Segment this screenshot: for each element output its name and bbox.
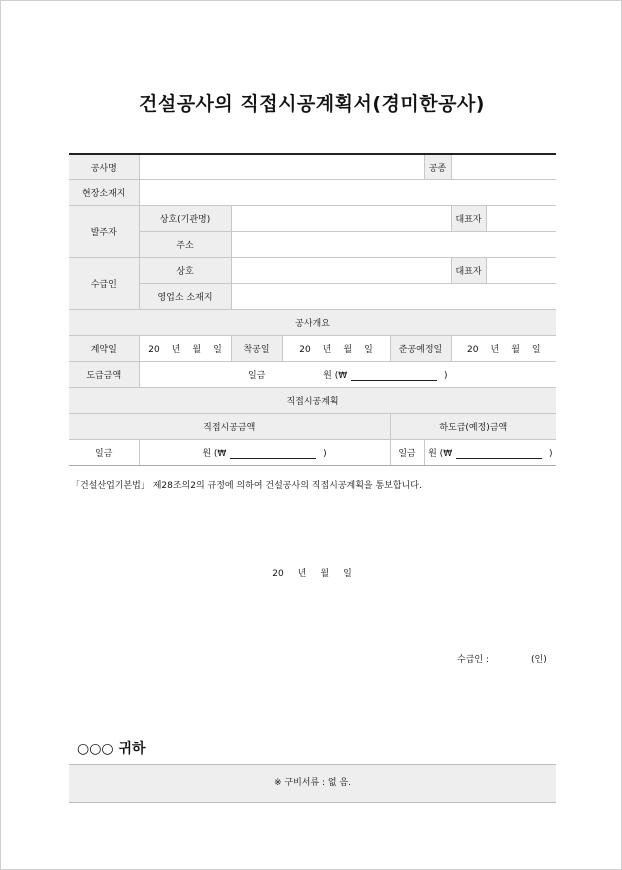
field-orderer-address[interactable] bbox=[231, 232, 556, 258]
date-year: 년 bbox=[297, 569, 307, 579]
field-start-date[interactable] bbox=[282, 336, 390, 362]
label-project-name: 공사명 bbox=[69, 154, 139, 180]
notice-text: 「건설산업기본법」 제28조의2의 규정에 의하여 건설공사의 직접시공계획을 통보합니다. bbox=[71, 481, 422, 491]
amount-won: 원 (₩ bbox=[202, 449, 227, 459]
section-overview: 공사개요 bbox=[69, 310, 556, 336]
section-direct-plan: 직접시공계획 bbox=[69, 388, 556, 414]
row-site bbox=[69, 180, 556, 206]
label-contractor-representative: 대표자 bbox=[451, 258, 486, 284]
date-year: 년 bbox=[490, 345, 500, 355]
label-orderer: 발주자 bbox=[69, 206, 139, 258]
amount-underline bbox=[230, 449, 316, 459]
header-subcontract-amount: 하도급(예정)금액 bbox=[390, 414, 556, 440]
label-start-date: 착공일 bbox=[231, 336, 282, 362]
date-year: 년 bbox=[171, 345, 181, 355]
field-subcontract-amount[interactable] bbox=[424, 440, 556, 466]
field-direct-amount[interactable] bbox=[139, 440, 390, 466]
subcontract-amount-prefix: 일금 bbox=[390, 440, 424, 466]
row-amount-headers bbox=[69, 414, 556, 440]
date-day: 일 bbox=[213, 345, 222, 355]
row-direct-plan-header bbox=[69, 388, 556, 414]
addressee: ○○○ 귀하 bbox=[77, 741, 146, 757]
field-completion-date[interactable] bbox=[451, 336, 556, 362]
row-orderer-address bbox=[69, 232, 556, 258]
field-work-type[interactable] bbox=[451, 154, 556, 180]
date-month: 월 bbox=[343, 345, 353, 355]
recipient-seal: (인) bbox=[530, 655, 547, 665]
label-site-location: 현장소재지 bbox=[69, 180, 139, 206]
date-day: 일 bbox=[531, 345, 541, 355]
label-contract-amount: 도급금액 bbox=[69, 362, 139, 388]
field-contractor-representative[interactable] bbox=[486, 258, 556, 284]
row-orderer-name bbox=[69, 206, 556, 232]
label-work-type: 공종 bbox=[424, 154, 451, 180]
amount-close: ) bbox=[323, 449, 327, 459]
attachments-note: ※ 구비서류 : 없 음. bbox=[69, 764, 556, 803]
label-orderer-representative: 대표자 bbox=[451, 206, 486, 232]
field-orderer-name[interactable] bbox=[231, 206, 451, 232]
row-contract-amount bbox=[69, 362, 556, 388]
label-contractor-name: 상호 bbox=[139, 258, 231, 284]
date-day: 일 bbox=[343, 569, 352, 579]
date-month: 월 bbox=[192, 345, 202, 355]
plan-form-table bbox=[69, 153, 556, 466]
row-overview-header bbox=[69, 310, 556, 336]
amount-won: 원 (₩ bbox=[323, 371, 348, 381]
date-month: 월 bbox=[511, 345, 520, 355]
amount-underline bbox=[351, 371, 437, 381]
direct-amount-prefix: 일금 bbox=[69, 440, 139, 466]
row-contractor-name bbox=[69, 258, 556, 284]
amount-won: 원 (₩ bbox=[428, 449, 453, 459]
date-day: 일 bbox=[364, 345, 373, 355]
recipient-label: 수급인 : bbox=[457, 655, 489, 665]
field-site-location[interactable] bbox=[139, 180, 556, 206]
signing-date[interactable] bbox=[1, 566, 622, 579]
label-orderer-name: 상호(기관명) bbox=[139, 206, 231, 232]
amount-prefix: 일금 bbox=[248, 371, 266, 381]
field-contract-amount[interactable] bbox=[139, 362, 556, 388]
date-month: 월 bbox=[320, 569, 330, 579]
label-contract-date: 계약일 bbox=[69, 336, 139, 362]
field-orderer-representative[interactable] bbox=[486, 206, 556, 232]
row-project bbox=[69, 154, 556, 180]
row-amount-values bbox=[69, 440, 556, 466]
amount-underline bbox=[456, 449, 542, 459]
row-dates bbox=[69, 336, 556, 362]
field-office-location[interactable] bbox=[231, 284, 556, 310]
header-direct-amount: 직접시공금액 bbox=[69, 414, 390, 440]
label-completion-date: 준공예정일 bbox=[390, 336, 451, 362]
row-office-location bbox=[69, 284, 556, 310]
date-year-prefix: 20 bbox=[272, 569, 284, 579]
field-contractor-name[interactable] bbox=[231, 258, 451, 284]
date-year-prefix: 20 bbox=[148, 345, 160, 355]
recipient-signature[interactable] bbox=[457, 652, 547, 665]
date-year-prefix: 20 bbox=[467, 345, 479, 355]
label-office-location: 영업소 소재지 bbox=[139, 284, 231, 310]
label-orderer-address: 주소 bbox=[139, 232, 231, 258]
label-contractor: 수급인 bbox=[69, 258, 139, 310]
field-contract-date[interactable] bbox=[139, 336, 231, 362]
date-year-prefix: 20 bbox=[299, 345, 311, 355]
amount-close: ) bbox=[444, 371, 448, 381]
field-project-name[interactable] bbox=[139, 154, 424, 180]
page-title: 건설공사의 직접시공계획서(경미한공사) bbox=[138, 93, 485, 115]
amount-close: ) bbox=[548, 449, 553, 459]
date-year: 년 bbox=[322, 345, 332, 355]
